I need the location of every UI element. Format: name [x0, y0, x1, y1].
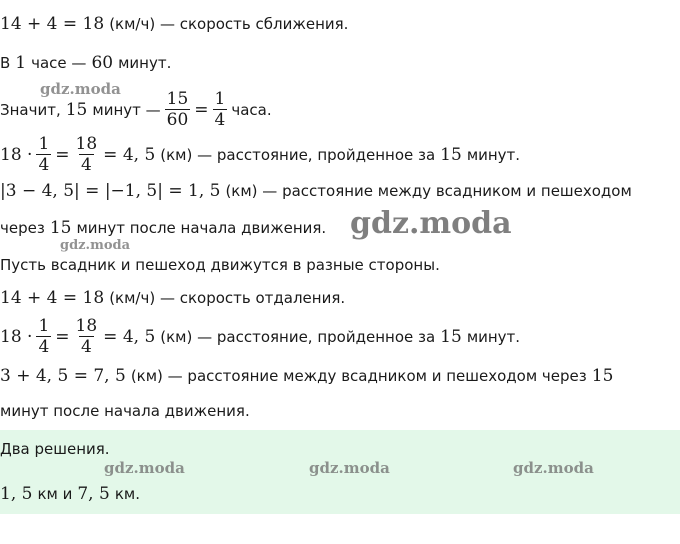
line-7	[0, 256, 440, 274]
line-text: минут.	[118, 54, 172, 72]
math-expression: 3 + 4, 5 = 7, 5	[0, 366, 126, 386]
math-expression: |3 − 4, 5| = |−1, 5| = 1, 5	[0, 181, 221, 201]
answer-title: Два решения.	[0, 440, 110, 458]
line-text: км и	[37, 485, 73, 503]
math-expression: 18 ·	[0, 144, 33, 165]
line-9	[0, 316, 520, 357]
math-number: 15	[591, 366, 614, 386]
line-6	[0, 218, 326, 238]
watermark: gdz.moda	[513, 459, 594, 477]
line-text: км.	[114, 485, 140, 503]
answer-values	[0, 484, 140, 504]
math-number: 60	[91, 53, 114, 73]
line-10	[0, 366, 613, 386]
line-1	[0, 14, 348, 34]
line-text: минут после начала движения.	[76, 219, 327, 237]
line-text: (км/ч) — скорость отдаления.	[109, 289, 346, 307]
line-text: (км/ч) — скорость сближения.	[109, 15, 349, 33]
equals-sign: =	[55, 144, 70, 165]
line-text: Пусть всадник и пешеход движутся в разные стороны.	[0, 256, 440, 274]
math-expression: 18 ·	[0, 326, 33, 347]
line-text: часе —	[31, 54, 87, 72]
fraction: $\frac{1}{4}$	[214, 89, 226, 130]
line-5	[0, 181, 632, 201]
line-4	[0, 134, 520, 175]
math-expression: = 4, 5	[103, 326, 156, 347]
watermark: gdz.moda	[104, 459, 185, 477]
fraction: $\frac{15}{60}$	[166, 89, 189, 130]
fraction: $\frac{18}{4}$	[75, 134, 98, 175]
line-text: минут —	[92, 100, 161, 119]
line-text: минут после начала движения.	[0, 402, 250, 420]
math-number: 15	[49, 218, 72, 238]
equals-sign: =	[55, 326, 70, 347]
math-number: 1, 5	[0, 484, 33, 504]
line-text: (км) — расстояние, пройденное за	[160, 145, 436, 164]
line-11	[0, 402, 250, 420]
line-text: В	[0, 54, 11, 72]
math-expression: 14 + 4 = 18	[0, 288, 105, 308]
math-number: 15	[65, 99, 88, 120]
math-number: 15	[440, 326, 462, 347]
math-number: 1	[15, 53, 27, 73]
line-text: (км) — расстояние между всадником и пешеходом	[225, 182, 632, 200]
fraction: $\frac{18}{4}$	[75, 316, 98, 357]
fraction: $\frac{1}{4}$	[38, 134, 50, 175]
math-number: 7, 5	[77, 484, 110, 504]
line-text: (км) — расстояние между всадником и пешеходом через	[130, 367, 587, 385]
line-text: минут.	[466, 327, 521, 346]
watermark: gdz.moda	[60, 238, 131, 253]
line-text: (км) — расстояние, пройденное за	[160, 327, 436, 346]
line-2	[0, 53, 171, 73]
math-expression: 14 + 4 = 18	[0, 14, 105, 34]
watermark: gdz.moda	[350, 206, 512, 241]
math-expression: = 4, 5	[103, 144, 156, 165]
line-text: через	[0, 219, 45, 237]
line-text: Значит,	[0, 100, 61, 119]
line-text: часа.	[231, 100, 272, 119]
line-8	[0, 288, 345, 308]
fraction: $\frac{1}{4}$	[38, 316, 50, 357]
line-text: минут.	[466, 145, 521, 164]
watermark: gdz.moda	[40, 80, 121, 98]
equals-sign: =	[194, 99, 209, 120]
math-number: 15	[440, 144, 462, 165]
watermark: gdz.moda	[309, 459, 390, 477]
